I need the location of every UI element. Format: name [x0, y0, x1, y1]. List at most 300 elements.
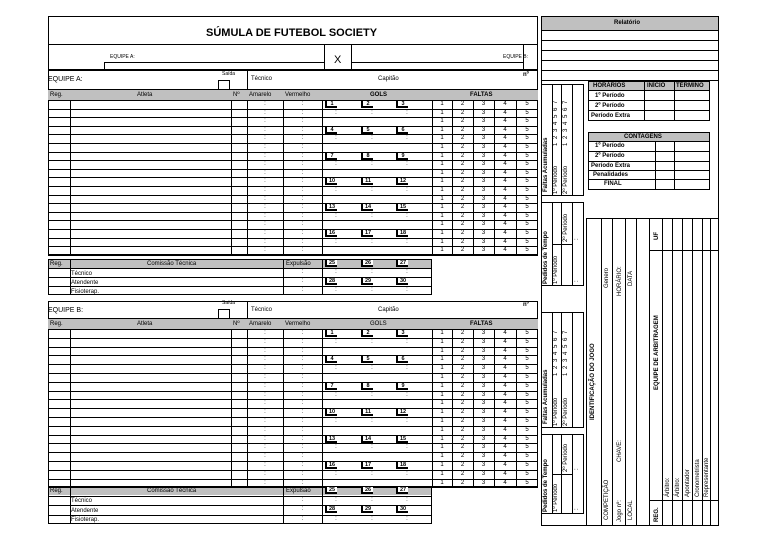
team-a-goal-time[interactable]: :: [335, 187, 337, 193]
team-a-vermelho-cell[interactable]: :: [301, 247, 304, 254]
team-a-falta-number[interactable]: 5: [525, 230, 529, 236]
team-b-goal-time[interactable]: :: [335, 418, 337, 424]
relatorio-line-5[interactable]: [541, 70, 719, 71]
team-a-side-cum-p2[interactable]: 6: [563, 107, 569, 111]
team-a-falta-number[interactable]: 1: [440, 238, 444, 245]
team-b-falta-number[interactable]: 3: [481, 347, 486, 354]
team-a-goal-time[interactable]: :: [371, 109, 373, 116]
team-a-vermelho-cell[interactable]: :: [301, 118, 304, 125]
team-a-side-cum-p2[interactable]: 2: [563, 135, 569, 139]
team-b-falta-number[interactable]: 3: [481, 365, 486, 372]
team-a-falta-number[interactable]: 1: [440, 247, 444, 254]
team-a-falta-number[interactable]: 1: [440, 118, 444, 125]
team-b-side-cum-p1[interactable]: 5: [553, 344, 559, 348]
team-b-goal-time[interactable]: :: [335, 338, 337, 345]
team-b-falta-number[interactable]: 1: [440, 382, 444, 389]
team-a-falta-number[interactable]: 5: [525, 178, 529, 185]
team-b-falta-number[interactable]: 5: [525, 409, 529, 416]
team-b-falta-number[interactable]: 5: [525, 347, 529, 354]
team-a-vermelho-cell[interactable]: :: [301, 187, 304, 193]
team-a-falta-number[interactable]: 5: [525, 101, 529, 107]
team-a-amarelo-cell[interactable]: :: [264, 135, 266, 142]
team-a-amarelo-cell[interactable]: :: [264, 238, 266, 245]
team-b-falta-number[interactable]: 2: [460, 330, 465, 336]
team-a-falta-number[interactable]: 2: [460, 101, 465, 107]
team-a-expulsao-cell[interactable]: :: [301, 269, 304, 275]
team-a-falta-number[interactable]: 5: [525, 212, 529, 219]
team-a-side-cum-p2[interactable]: 7: [563, 100, 569, 104]
team-a-vermelho-cell[interactable]: :: [301, 169, 304, 176]
team-b-falta-number[interactable]: 3: [481, 356, 486, 363]
team-a-falta-number[interactable]: 4: [503, 169, 507, 176]
team-b-falta-number[interactable]: 5: [525, 470, 529, 477]
team-b-vermelho-cell[interactable]: :: [301, 435, 304, 442]
team-b-falta-number[interactable]: 1: [440, 330, 444, 336]
team-b-amarelo-cell[interactable]: :: [264, 470, 266, 477]
team-a-vermelho-cell[interactable]: :: [301, 204, 304, 211]
team-b-amarelo-cell[interactable]: :: [264, 479, 266, 486]
team-a-side-cum-p1[interactable]: 3: [553, 128, 559, 132]
team-b-falta-number[interactable]: 4: [503, 338, 507, 345]
team-b-falta-number[interactable]: 4: [503, 409, 507, 416]
team-b-side-cum-p1[interactable]: 6: [553, 337, 559, 341]
team-a-falta-number[interactable]: 5: [525, 161, 529, 168]
team-b-falta-number[interactable]: 1: [440, 444, 444, 451]
team-a-falta-number[interactable]: 4: [503, 187, 507, 193]
team-a-falta-number[interactable]: 2: [460, 204, 465, 211]
team-b-goal-time[interactable]: :: [406, 391, 408, 398]
team-b-goal-time[interactable]: :: [406, 444, 408, 451]
team-a-amarelo-cell[interactable]: :: [264, 126, 266, 133]
team-a-falta-number[interactable]: 4: [503, 204, 507, 211]
team-b-expulsao-cell[interactable]: :: [301, 506, 304, 512]
team-b-extra-goal-time[interactable]: :: [406, 515, 408, 522]
team-b-falta-number[interactable]: 2: [460, 479, 465, 486]
team-b-falta-number[interactable]: 4: [503, 453, 507, 460]
team-a-side-cum-p1[interactable]: 4: [553, 121, 559, 125]
team-b-falta-number[interactable]: 2: [460, 347, 465, 354]
relatorio-line-4[interactable]: [541, 60, 719, 61]
team-a-extra-goal-time[interactable]: :: [371, 269, 373, 275]
team-a-falta-number[interactable]: 1: [440, 204, 444, 211]
team-b-falta-number[interactable]: 3: [481, 374, 486, 380]
team-b-falta-number[interactable]: 1: [440, 374, 444, 380]
team-b-side-cum-p2[interactable]: 7: [563, 330, 569, 334]
team-b-falta-number[interactable]: 1: [440, 356, 444, 363]
team-a-falta-number[interactable]: 3: [481, 230, 486, 236]
team-b-vermelho-cell[interactable]: :: [301, 470, 304, 477]
team-a-falta-number[interactable]: 2: [460, 212, 465, 219]
team-a-side-cum-p2[interactable]: 1: [563, 142, 569, 146]
team-b-vermelho-cell[interactable]: :: [301, 444, 304, 451]
team-a-falta-number[interactable]: 4: [503, 161, 507, 168]
team-a-vermelho-cell[interactable]: :: [301, 144, 304, 150]
team-b-goal-time[interactable]: :: [371, 338, 373, 345]
team-a-goal-time[interactable]: :: [406, 238, 408, 245]
team-a-falta-number[interactable]: 3: [481, 247, 486, 254]
team-a-vermelho-cell[interactable]: :: [301, 195, 304, 202]
team-a-falta-number[interactable]: 4: [503, 126, 507, 133]
team-b-falta-number[interactable]: 4: [503, 435, 507, 442]
team-b-falta-number[interactable]: 5: [525, 400, 529, 407]
team-a-falta-number[interactable]: 5: [525, 152, 529, 159]
team-a-falta-number[interactable]: 3: [481, 144, 486, 150]
team-b-goal-time[interactable]: :: [371, 470, 373, 477]
team-a-side-cum-p2[interactable]: 4: [563, 121, 569, 125]
team-a-saida-box[interactable]: [218, 80, 230, 90]
team-a-falta-number[interactable]: 2: [460, 187, 465, 193]
team-b-falta-number[interactable]: 1: [440, 479, 444, 486]
team-a-falta-number[interactable]: 2: [460, 178, 465, 185]
team-a-falta-number[interactable]: 3: [481, 161, 486, 168]
team-b-goal-time[interactable]: :: [335, 444, 337, 451]
team-b-falta-number[interactable]: 2: [460, 418, 465, 424]
team-b-falta-number[interactable]: 1: [440, 470, 444, 477]
team-a-falta-number[interactable]: 4: [503, 178, 507, 185]
relatorio-line-1[interactable]: [541, 30, 719, 31]
team-a-vermelho-cell[interactable]: :: [301, 212, 304, 219]
team-a-falta-number[interactable]: 1: [440, 187, 444, 193]
team-b-side-pedidos-time-1[interactable]: :: [574, 508, 580, 510]
team-b-falta-number[interactable]: 4: [503, 418, 507, 424]
team-a-goal-time[interactable]: :: [371, 212, 373, 219]
team-b-side-cum-p2[interactable]: 4: [563, 351, 569, 355]
team-b-falta-number[interactable]: 4: [503, 356, 507, 363]
team-a-falta-number[interactable]: 4: [503, 230, 507, 236]
team-b-falta-number[interactable]: 1: [440, 435, 444, 442]
team-b-amarelo-cell[interactable]: :: [264, 365, 266, 372]
team-a-falta-number[interactable]: 3: [481, 187, 486, 193]
team-b-amarelo-cell[interactable]: :: [264, 462, 266, 468]
team-b-falta-number[interactable]: 3: [481, 435, 486, 442]
team-b-amarelo-cell[interactable]: :: [264, 444, 266, 451]
team-a-expulsao-cell[interactable]: :: [301, 287, 304, 293]
team-a-side-cum-p2[interactable]: 3: [563, 128, 569, 132]
team-b-vermelho-cell[interactable]: :: [301, 391, 304, 398]
team-b-falta-number[interactable]: 4: [503, 330, 507, 336]
team-a-side-cum-p1[interactable]: 6: [553, 107, 559, 111]
team-b-goal-time[interactable]: :: [371, 391, 373, 398]
team-a-falta-number[interactable]: 1: [440, 169, 444, 176]
team-a-amarelo-cell[interactable]: :: [264, 144, 266, 150]
team-b-falta-number[interactable]: 5: [525, 435, 529, 442]
team-b-saida-box[interactable]: [218, 309, 230, 319]
team-b-falta-number[interactable]: 2: [460, 391, 465, 398]
team-b-side-cum-p1[interactable]: 1: [553, 372, 559, 376]
team-a-falta-number[interactable]: 4: [503, 135, 507, 142]
team-b-falta-number[interactable]: 4: [503, 347, 507, 354]
team-b-goal-time[interactable]: :: [371, 365, 373, 372]
team-b-amarelo-cell[interactable]: :: [264, 356, 266, 363]
team-b-falta-number[interactable]: 3: [481, 409, 486, 416]
team-b-falta-number[interactable]: 2: [460, 365, 465, 372]
team-a-amarelo-cell[interactable]: :: [264, 118, 266, 125]
team-a-vermelho-cell[interactable]: :: [301, 178, 304, 185]
team-b-falta-number[interactable]: 5: [525, 418, 529, 424]
team-b-amarelo-cell[interactable]: :: [264, 391, 266, 398]
team-a-falta-number[interactable]: 5: [525, 144, 529, 150]
relatorio-line-3[interactable]: [541, 50, 719, 51]
team-a-falta-number[interactable]: 5: [525, 118, 529, 125]
team-b-falta-number[interactable]: 2: [460, 444, 465, 451]
team-a-falta-number[interactable]: 5: [525, 204, 529, 211]
team-b-vermelho-cell[interactable]: :: [301, 400, 304, 407]
team-b-side-cum-p1[interactable]: 7: [553, 330, 559, 334]
team-a-goal-time[interactable]: :: [335, 109, 337, 116]
team-a-amarelo-cell[interactable]: :: [264, 152, 266, 159]
team-b-falta-number[interactable]: 4: [503, 365, 507, 372]
team-a-extra-goal-time[interactable]: :: [371, 287, 373, 293]
team-a-falta-number[interactable]: 5: [525, 126, 529, 133]
team-b-falta-number[interactable]: 2: [460, 400, 465, 407]
team-a-falta-number[interactable]: 3: [481, 135, 486, 142]
team-b-expulsao-cell[interactable]: :: [301, 515, 304, 522]
team-b-goal-time[interactable]: :: [406, 470, 408, 477]
team-b-amarelo-cell[interactable]: :: [264, 426, 266, 433]
team-a-amarelo-cell[interactable]: :: [264, 161, 266, 168]
team-a-goal-time[interactable]: :: [406, 187, 408, 193]
team-a-extra-goal-time[interactable]: :: [406, 287, 408, 293]
team-a-side-pedidos-time-2[interactable]: :: [574, 238, 580, 240]
team-b-falta-number[interactable]: 1: [440, 426, 444, 433]
team-a-falta-number[interactable]: 1: [440, 161, 444, 168]
team-b-goal-time[interactable]: :: [335, 365, 337, 372]
team-a-falta-number[interactable]: 2: [460, 230, 465, 236]
equipe-a-name-field[interactable]: [104, 62, 324, 63]
team-b-side-cum-p2[interactable]: 2: [563, 365, 569, 369]
team-a-falta-number[interactable]: 3: [481, 152, 486, 159]
team-b-vermelho-cell[interactable]: :: [301, 418, 304, 424]
team-a-falta-number[interactable]: 2: [460, 152, 465, 159]
team-a-goal-time[interactable]: :: [335, 212, 337, 219]
team-a-side-cum-p2[interactable]: 5: [563, 114, 569, 118]
team-b-falta-number[interactable]: 4: [503, 462, 507, 468]
team-b-falta-number[interactable]: 3: [481, 418, 486, 424]
team-b-extra-goal-time[interactable]: :: [371, 515, 373, 522]
team-a-falta-number[interactable]: 4: [503, 101, 507, 107]
team-a-extra-goal-time[interactable]: :: [335, 269, 337, 275]
team-b-falta-number[interactable]: 3: [481, 338, 486, 345]
team-b-vermelho-cell[interactable]: :: [301, 338, 304, 345]
team-a-falta-number[interactable]: 5: [525, 135, 529, 142]
team-a-amarelo-cell[interactable]: :: [264, 187, 266, 193]
team-b-falta-number[interactable]: 3: [481, 330, 486, 336]
team-b-side-cum-p2[interactable]: 5: [563, 344, 569, 348]
team-b-falta-number[interactable]: 5: [525, 462, 529, 468]
team-a-falta-number[interactable]: 2: [460, 247, 465, 254]
team-b-side-cum-p1[interactable]: 2: [553, 365, 559, 369]
team-a-falta-number[interactable]: 2: [460, 126, 465, 133]
team-a-falta-number[interactable]: 4: [503, 195, 507, 202]
team-b-falta-number[interactable]: 2: [460, 409, 465, 416]
team-b-falta-number[interactable]: 5: [525, 330, 529, 336]
team-b-falta-number[interactable]: 4: [503, 382, 507, 389]
team-a-falta-number[interactable]: 1: [440, 178, 444, 185]
team-a-goal-time[interactable]: :: [371, 161, 373, 168]
team-a-goal-time[interactable]: :: [371, 238, 373, 245]
team-a-falta-number[interactable]: 4: [503, 109, 507, 116]
team-b-goal-time[interactable]: :: [371, 418, 373, 424]
team-b-falta-number[interactable]: 5: [525, 365, 529, 372]
team-a-amarelo-cell[interactable]: :: [264, 109, 266, 116]
team-b-falta-number[interactable]: 3: [481, 426, 486, 433]
team-b-falta-number[interactable]: 2: [460, 470, 465, 477]
team-a-falta-number[interactable]: 4: [503, 247, 507, 254]
team-a-vermelho-cell[interactable]: :: [301, 126, 304, 133]
team-a-expulsao-cell[interactable]: :: [301, 278, 304, 284]
team-a-falta-number[interactable]: 3: [481, 212, 486, 219]
team-b-vermelho-cell[interactable]: :: [301, 453, 304, 460]
team-b-falta-number[interactable]: 2: [460, 453, 465, 460]
team-b-side-cum-p2[interactable]: 6: [563, 337, 569, 341]
team-a-falta-number[interactable]: 3: [481, 178, 486, 185]
team-b-extra-goal-time[interactable]: :: [335, 515, 337, 522]
team-b-falta-number[interactable]: 2: [460, 435, 465, 442]
team-a-falta-number[interactable]: 3: [481, 238, 486, 245]
team-a-falta-number[interactable]: 3: [481, 109, 486, 116]
team-a-goal-time[interactable]: :: [371, 187, 373, 193]
team-a-vermelho-cell[interactable]: :: [301, 152, 304, 159]
team-a-amarelo-cell[interactable]: :: [264, 178, 266, 185]
team-a-falta-number[interactable]: 3: [481, 204, 486, 211]
team-a-falta-number[interactable]: 3: [481, 169, 486, 176]
relatorio-line-2[interactable]: [541, 40, 719, 41]
team-b-amarelo-cell[interactable]: :: [264, 347, 266, 354]
team-b-falta-number[interactable]: 3: [481, 453, 486, 460]
team-b-falta-number[interactable]: 2: [460, 382, 465, 389]
team-b-side-cum-p1[interactable]: 4: [553, 351, 559, 355]
team-a-falta-number[interactable]: 3: [481, 118, 486, 125]
team-a-amarelo-cell[interactable]: :: [264, 221, 266, 228]
team-a-falta-number[interactable]: 1: [440, 109, 444, 116]
team-b-amarelo-cell[interactable]: :: [264, 418, 266, 424]
team-a-goal-time[interactable]: :: [335, 161, 337, 168]
team-b-goal-time[interactable]: :: [335, 470, 337, 477]
team-b-falta-number[interactable]: 5: [525, 426, 529, 433]
team-a-goal-time[interactable]: :: [406, 135, 408, 142]
team-a-falta-number[interactable]: 3: [481, 126, 486, 133]
team-b-falta-number[interactable]: 1: [440, 347, 444, 354]
team-b-falta-number[interactable]: 1: [440, 391, 444, 398]
team-b-amarelo-cell[interactable]: :: [264, 409, 266, 416]
team-b-vermelho-cell[interactable]: :: [301, 479, 304, 486]
team-b-falta-number[interactable]: 2: [460, 338, 465, 345]
team-a-falta-number[interactable]: 1: [440, 135, 444, 142]
team-b-falta-number[interactable]: 5: [525, 374, 529, 380]
team-b-falta-number[interactable]: 3: [481, 479, 486, 486]
team-a-falta-number[interactable]: 4: [503, 238, 507, 245]
team-a-falta-number[interactable]: 2: [460, 169, 465, 176]
team-b-amarelo-cell[interactable]: :: [264, 382, 266, 389]
team-b-vermelho-cell[interactable]: :: [301, 409, 304, 416]
team-a-falta-number[interactable]: 3: [481, 195, 486, 202]
team-b-goal-time[interactable]: :: [406, 418, 408, 424]
team-b-falta-number[interactable]: 3: [481, 391, 486, 398]
team-a-falta-number[interactable]: 2: [460, 238, 465, 245]
team-a-falta-number[interactable]: 5: [525, 195, 529, 202]
team-a-goal-time[interactable]: :: [406, 161, 408, 168]
team-b-vermelho-cell[interactable]: :: [301, 356, 304, 363]
team-a-vermelho-cell[interactable]: :: [301, 230, 304, 236]
team-b-falta-number[interactable]: 5: [525, 453, 529, 460]
team-b-falta-number[interactable]: 3: [481, 462, 486, 468]
team-b-falta-number[interactable]: 1: [440, 338, 444, 345]
team-b-goal-time[interactable]: :: [406, 365, 408, 372]
team-a-falta-number[interactable]: 2: [460, 135, 465, 142]
team-b-side-cum-p1[interactable]: 3: [553, 358, 559, 362]
team-b-amarelo-cell[interactable]: :: [264, 338, 266, 345]
team-a-falta-number[interactable]: 5: [525, 109, 529, 116]
team-a-vermelho-cell[interactable]: :: [301, 238, 304, 245]
team-a-goal-time[interactable]: :: [406, 212, 408, 219]
team-b-extra-goal-time[interactable]: :: [335, 496, 337, 503]
team-a-falta-number[interactable]: 2: [460, 118, 465, 125]
team-b-falta-number[interactable]: 3: [481, 444, 486, 451]
team-a-side-cum-p1[interactable]: 2: [553, 135, 559, 139]
team-a-side-cum-p1[interactable]: 1: [553, 142, 559, 146]
team-a-amarelo-cell[interactable]: :: [264, 101, 266, 107]
team-b-falta-number[interactable]: 4: [503, 374, 507, 380]
team-b-vermelho-cell[interactable]: :: [301, 426, 304, 433]
team-a-falta-number[interactable]: 1: [440, 195, 444, 202]
team-b-extra-goal-time[interactable]: :: [371, 496, 373, 503]
team-b-falta-number[interactable]: 5: [525, 444, 529, 451]
team-b-falta-number[interactable]: 5: [525, 382, 529, 389]
team-a-side-cum-p1[interactable]: 7: [553, 100, 559, 104]
team-a-falta-number[interactable]: 4: [503, 118, 507, 125]
team-b-amarelo-cell[interactable]: :: [264, 435, 266, 442]
team-b-side-cum-p2[interactable]: 3: [563, 358, 569, 362]
team-b-goal-time[interactable]: :: [371, 444, 373, 451]
team-b-falta-number[interactable]: 5: [525, 338, 529, 345]
team-b-side-cum-p2[interactable]: 1: [563, 372, 569, 376]
team-b-falta-number[interactable]: 1: [440, 400, 444, 407]
team-b-falta-number[interactable]: 3: [481, 470, 486, 477]
team-b-side-pedidos-time-2[interactable]: :: [574, 468, 580, 470]
team-a-amarelo-cell[interactable]: :: [264, 195, 266, 202]
team-b-goal-time[interactable]: :: [406, 338, 408, 345]
team-a-vermelho-cell[interactable]: :: [301, 109, 304, 116]
team-b-falta-number[interactable]: 1: [440, 418, 444, 424]
team-a-falta-number[interactable]: 2: [460, 109, 465, 116]
team-b-vermelho-cell[interactable]: :: [301, 462, 304, 468]
team-b-falta-number[interactable]: 4: [503, 400, 507, 407]
equipe-b-name-field[interactable]: [351, 62, 523, 63]
team-b-vermelho-cell[interactable]: :: [301, 347, 304, 354]
team-a-falta-number[interactable]: 3: [481, 101, 486, 107]
team-b-vermelho-cell[interactable]: :: [301, 365, 304, 372]
team-a-falta-number[interactable]: 1: [440, 230, 444, 236]
team-a-falta-number[interactable]: 5: [525, 238, 529, 245]
team-a-falta-number[interactable]: 1: [440, 221, 444, 228]
team-a-falta-number[interactable]: 5: [525, 221, 529, 228]
team-a-goal-time[interactable]: :: [335, 135, 337, 142]
team-b-amarelo-cell[interactable]: :: [264, 374, 266, 380]
team-b-vermelho-cell[interactable]: :: [301, 330, 304, 336]
team-a-falta-number[interactable]: 2: [460, 195, 465, 202]
team-b-falta-number[interactable]: 1: [440, 453, 444, 460]
team-a-falta-number[interactable]: 5: [525, 169, 529, 176]
team-b-falta-number[interactable]: 5: [525, 391, 529, 398]
team-b-amarelo-cell[interactable]: :: [264, 400, 266, 407]
team-a-amarelo-cell[interactable]: :: [264, 247, 266, 254]
team-b-amarelo-cell[interactable]: :: [264, 330, 266, 336]
team-a-amarelo-cell[interactable]: :: [264, 212, 266, 219]
team-a-falta-number[interactable]: 4: [503, 144, 507, 150]
team-b-falta-number[interactable]: 1: [440, 365, 444, 372]
team-b-falta-number[interactable]: 1: [440, 409, 444, 416]
team-b-falta-number[interactable]: 4: [503, 391, 507, 398]
